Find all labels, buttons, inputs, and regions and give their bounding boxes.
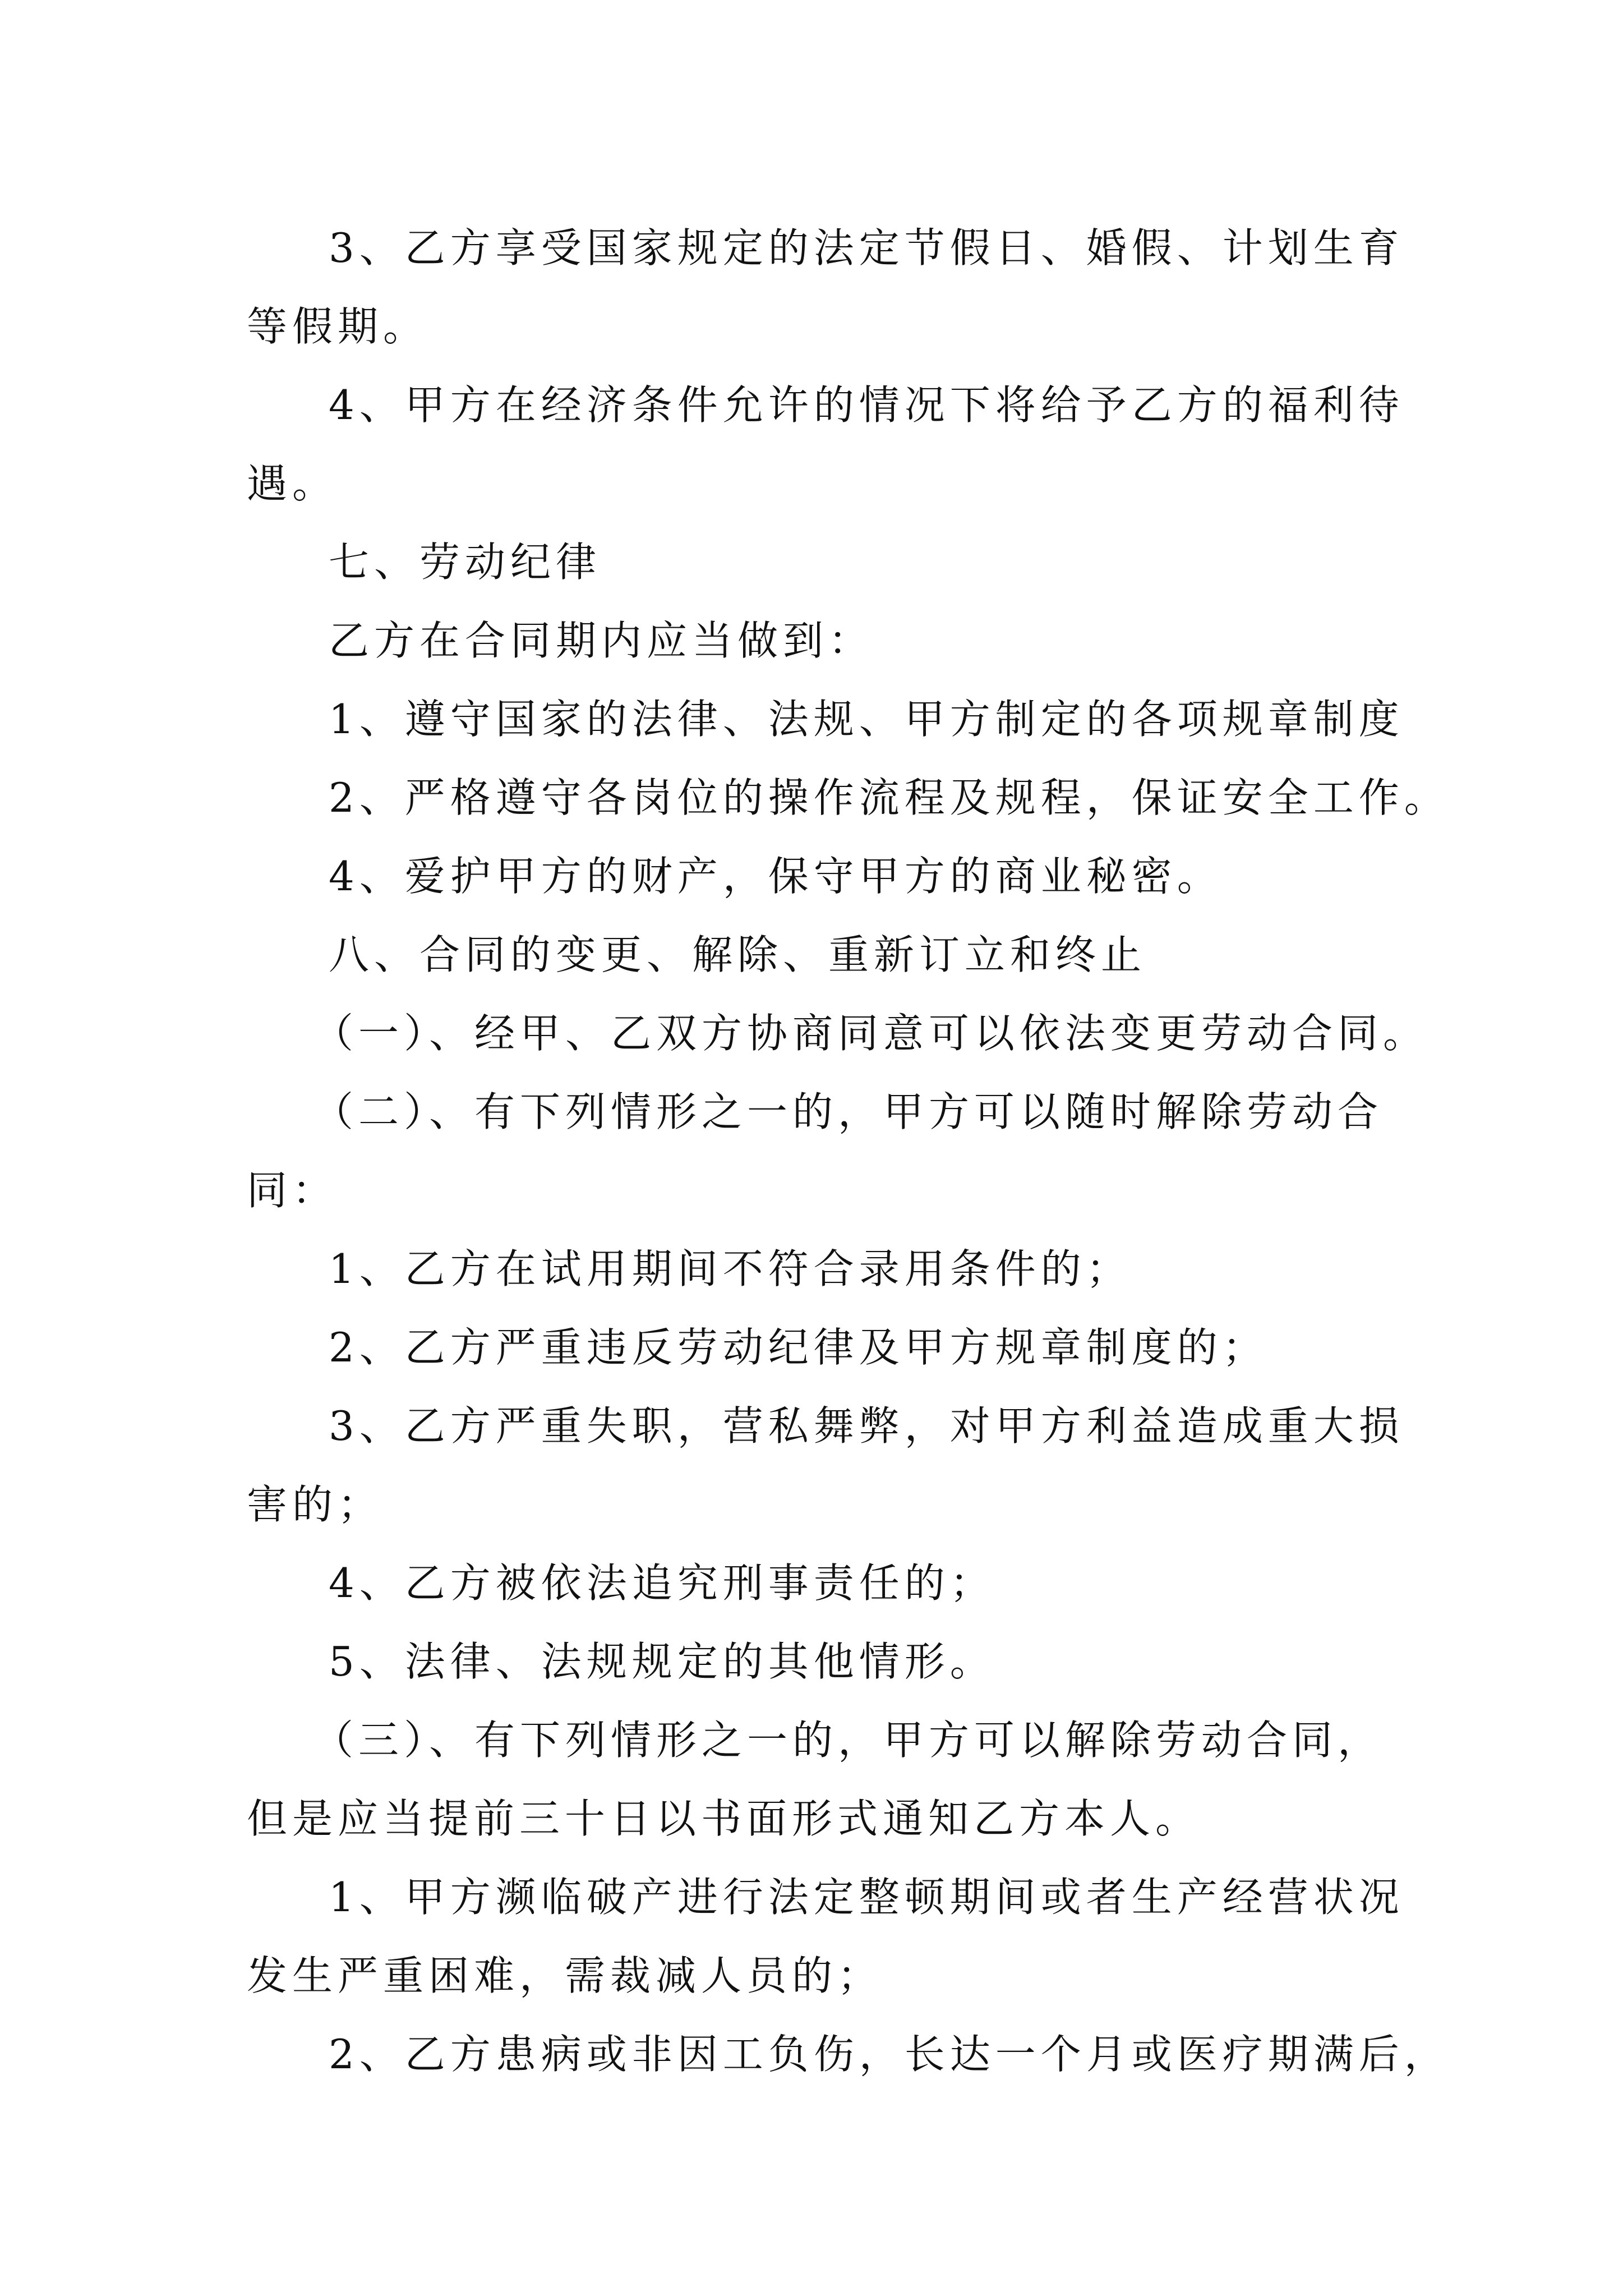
- text-line: 4、爱护甲方的财产，保守甲方的商业秘密。: [329, 853, 1223, 900]
- text-line: （二）、有下列情形之一的，甲方可以随时解除劳动合: [313, 1088, 1384, 1135]
- section-heading: 七、劳动纪律: [329, 539, 602, 586]
- text-line: 3、乙方享受国家规定的法定节假日、婚假、计划生育: [329, 224, 1404, 272]
- text-line: 遇。: [247, 460, 338, 507]
- text-line: 发生严重困难，需裁减人员的；: [247, 1952, 883, 1999]
- text-line: 5、法律、法规规定的其他情形。: [329, 1638, 995, 1685]
- section-heading: 八、合同的变更、解除、重新订立和终止: [329, 931, 1147, 978]
- text-line: 2、严格遵守各岗位的操作流程及规程，保证安全工作。: [329, 774, 1450, 821]
- document-body: [247, 209, 1450, 2093]
- text-line: 2、乙方患病或非因工负伤，长达一个月或医疗期满后，: [329, 2031, 1450, 2078]
- text-line: 乙方在合同期内应当做到：: [329, 617, 874, 664]
- text-line: 害的；: [247, 1481, 384, 1528]
- text-line: 1、遵守国家的法律、法规、甲方制定的各项规章制度: [329, 696, 1404, 743]
- text-line: 4、乙方被依法追究刑事责任的；: [329, 1559, 995, 1607]
- text-line: 2、乙方严重违反劳动纪律及甲方规章制度的；: [329, 1324, 1268, 1371]
- text-line: 1、乙方在试用期间不符合录用条件的；: [329, 1245, 1132, 1292]
- text-line: 但是应当提前三十日以书面形式通知乙方本人。: [247, 1795, 1201, 1842]
- text-line: 同：: [247, 1167, 338, 1214]
- text-line: 3、乙方严重失职，营私舞弊，对甲方利益造成重大损: [329, 1402, 1404, 1450]
- text-line: （一）、经甲、乙双方协商同意可以依法变更劳动合同。: [313, 1010, 1429, 1057]
- text-line: 等假期。: [247, 303, 429, 350]
- text-line: （三）、有下列情形之一的，甲方可以解除劳动合同，: [313, 1717, 1384, 1764]
- text-line: 1、甲方濒临破产进行法定整顿期间或者生产经营状况: [329, 1874, 1404, 1921]
- text-line: 4、甲方在经济条件允许的情况下将给予乙方的福利待: [329, 381, 1404, 429]
